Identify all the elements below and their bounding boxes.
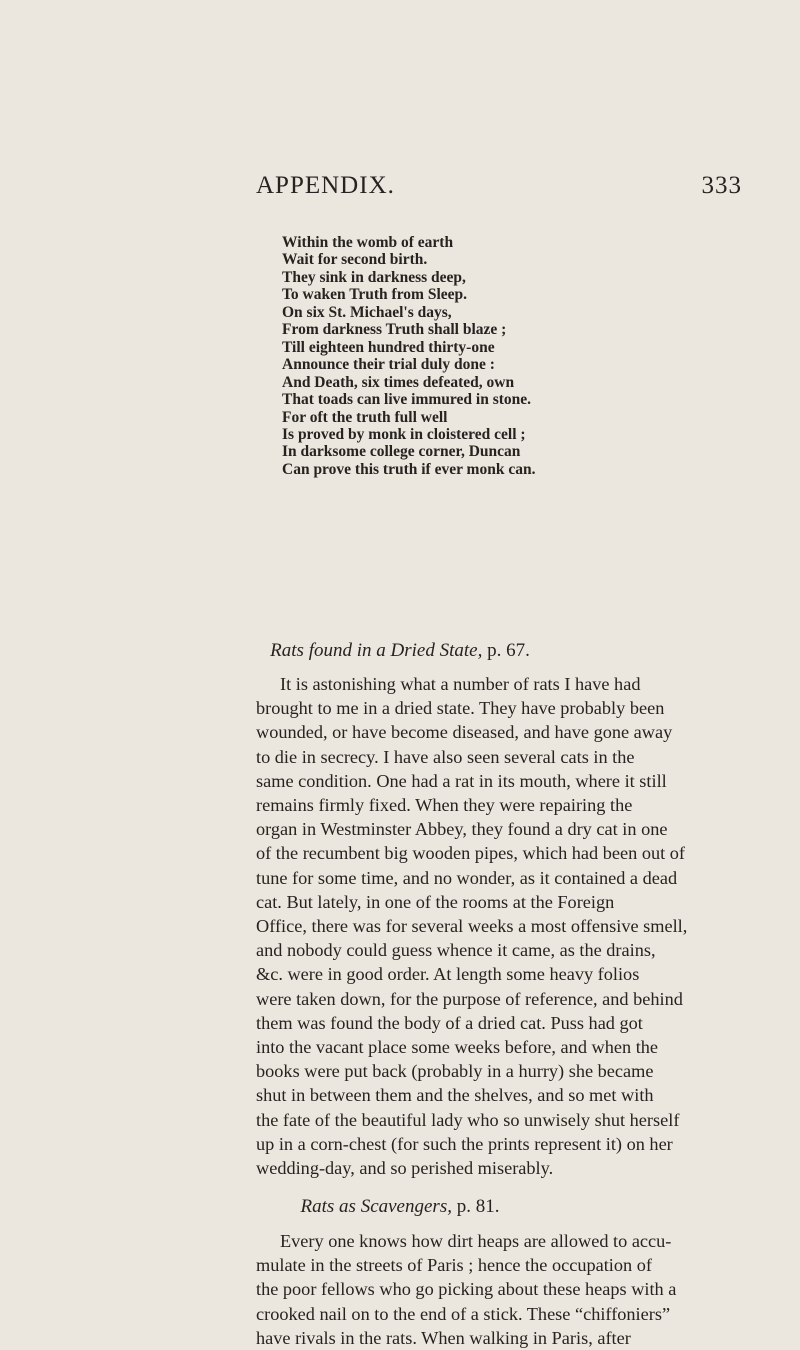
running-header <box>256 172 742 206</box>
text-line: They sink in darkness deep, <box>282 268 466 286</box>
text-line: remains firmly fixed. When they were repairing the <box>256 795 633 816</box>
paragraph-rats-found <box>256 672 746 1180</box>
text-line: books were put back (probably in a hurry) she became <box>256 1061 654 1082</box>
text-line: From darkness Truth shall blaze ; <box>282 321 507 339</box>
text-line: into the vacant place some weeks before, and when the <box>256 1037 659 1058</box>
text-line: It is astonishing what a number of rats I have had <box>280 674 641 694</box>
text-line: To waken Truth from Sleep. <box>282 286 468 304</box>
text-line: Wait for second birth. <box>282 251 428 269</box>
text-line: On six St. Michael's days, <box>282 303 452 321</box>
text-line: brought to me in a dried state. They have probably been <box>256 698 665 719</box>
text-line: Is proved by monk in cloistered cell ; <box>282 425 526 443</box>
text-line: For oft the truth full well <box>282 408 448 426</box>
text-line: That toads can live immured in stone. <box>282 391 532 409</box>
section-heading-text: Rats found in a Dried State, <box>270 640 483 661</box>
text-line: Can prove this truth if ever monk can. <box>282 460 536 478</box>
text-line: organ in Westminster Abbey, they found a dry cat in one <box>256 819 668 840</box>
text-line: wedding-day, and so perished miserably. <box>256 1158 554 1179</box>
text-line: tune for some time, and no wonder, as it contained a dead <box>256 867 678 888</box>
page-number: 333 <box>701 172 742 199</box>
poem-block <box>282 234 742 478</box>
text-line: Till eighteen hundred thirty-one <box>282 338 495 356</box>
text-line: shut in between them and the shelves, and so met with <box>256 1085 654 1106</box>
text-line: and nobody could guess whence it came, as the drains, <box>256 940 656 961</box>
section-heading-rats-found <box>0 640 800 662</box>
text-line: And Death, six times defeated, own <box>282 373 515 391</box>
text-line: Within the womb of earth <box>282 234 454 251</box>
text-line: them was found the body of a dried cat. Puss had got <box>256 1012 643 1033</box>
text-line: In darksome college corner, Duncan <box>282 443 521 461</box>
text-line: were taken down, for the purpose of reference, and behind <box>256 988 683 1009</box>
text-line: cat. But lately, in one of the rooms at the Foreign <box>256 891 615 912</box>
text-line: Every one knows how dirt heaps are allowed to accu- <box>280 1231 672 1251</box>
text-line: mulate in the streets of Paris ; hence the occupation of <box>256 1255 652 1276</box>
text-line: up in a corn-chest (for such the prints represent it) on her <box>256 1133 673 1154</box>
text-line: &c. were in good order. At length some heavy folios <box>256 964 640 985</box>
text-line: crooked nail on to the end of a stick. These “chiffoniers” <box>256 1303 671 1324</box>
text-line: to die in secrecy. I have also seen several cats in the <box>256 746 635 767</box>
section-heading-rats-scavengers <box>0 1196 800 1218</box>
section-heading-text: Rats as Scavengers, <box>300 1196 452 1217</box>
text-line: the poor fellows who go picking about these heaps with a <box>256 1279 677 1300</box>
text-line: the fate of the beautiful lady who so unwisely shut herself <box>256 1109 680 1130</box>
text-line: same condition. One had a rat in its mouth, where it still <box>256 770 667 791</box>
running-title: APPENDIX. <box>256 172 395 199</box>
text-line: of the recumbent big wooden pipes, which had been out of <box>256 843 685 864</box>
section-page-ref: p. 67. <box>487 640 530 661</box>
text-line: Announce their trial duly done : <box>282 356 495 374</box>
section-page-ref: p. 81. <box>456 1196 500 1217</box>
paragraph-rats-scavengers <box>256 1229 746 1350</box>
text-line: Office, there was for several weeks a most offensive smell, <box>256 916 688 937</box>
text-line: have rivals in the rats. When walking in Paris, after <box>256 1327 631 1348</box>
text-line: wounded, or have become diseased, and have gone away <box>256 722 673 743</box>
